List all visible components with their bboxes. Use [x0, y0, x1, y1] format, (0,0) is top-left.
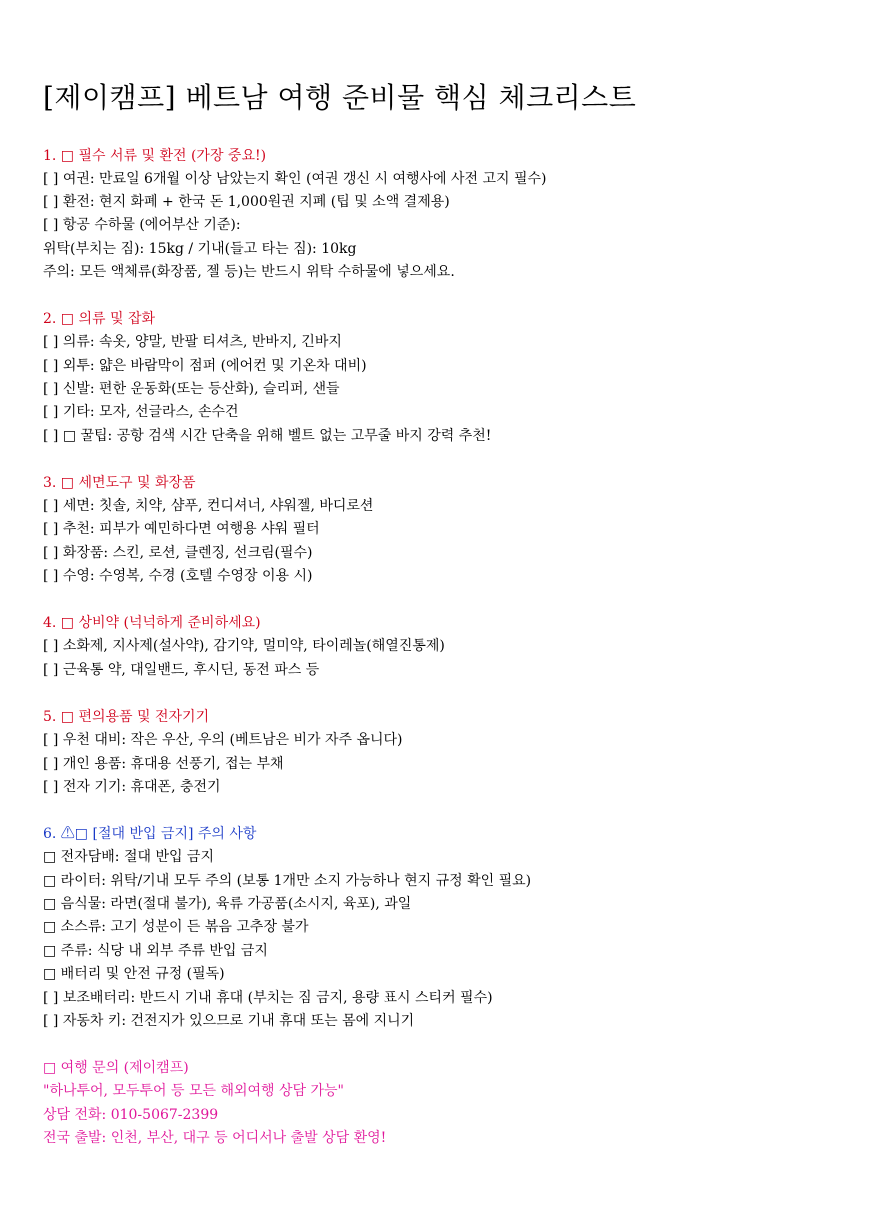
checklist-item: [ ] 근육통 약, 대일밴드, 후시딘, 동전 파스 등: [43, 662, 320, 678]
checklist-item: [ ] 화장품: 스킨, 로션, 클렌징, 선크림(필수): [43, 545, 313, 561]
contact-departure: 전국 출발: 인천, 부산, 대구 등 어디서나 출발 상담 환영!: [43, 1130, 387, 1146]
section-6-heading: 6. ⚠□ [절대 반입 금지] 주의 사항: [43, 826, 257, 842]
checklist-item: [ ] 환전: 현지 화폐 + 한국 돈 1,000원권 지폐 (팁 및 소액 결제용): [43, 194, 450, 210]
checklist-item: [ ] 추천: 피부가 예민하다면 여행용 샤워 필터: [43, 521, 320, 537]
checklist-item: [ ] 개인 용품: 휴대용 선풍기, 접는 부채: [43, 756, 284, 772]
checklist-item: [ ] 수영: 수영복, 수경 (호텔 수영장 이용 시): [43, 568, 313, 584]
warning-item: □ 전자담배: 절대 반입 금지: [43, 849, 214, 865]
checklist-item: [ ] 전자 기기: 휴대폰, 충전기: [43, 779, 221, 795]
warning-item: □ 음식물: 라면(절대 불가), 육류 가공품(소시지, 육포), 과일: [43, 896, 412, 912]
checklist-item: [ ] 소화제, 지사제(설사약), 감기약, 멀미약, 타이레놀(해열진통제): [43, 638, 445, 654]
contact-heading: □ 여행 문의 (제이캠프): [43, 1060, 189, 1076]
section-4-heading: 4. □ 상비약 (넉넉하게 준비하세요): [43, 615, 261, 631]
document-title: [제이캠프] 베트남 여행 준비물 핵심 체크리스트: [43, 81, 637, 114]
section-3-heading: 3. □ 세면도구 및 화장품: [43, 475, 196, 491]
checklist-item: [ ] 우천 대비: 작은 우산, 우의 (베트남은 비가 자주 옵니다): [43, 732, 403, 748]
checklist-item: 주의: 모든 액체류(화장품, 젤 등)는 반드시 위탁 수하물에 넣으세요.: [43, 264, 455, 280]
checklist-item: [ ] 기타: 모자, 선글라스, 손수건: [43, 404, 239, 420]
checklist-item: [ ] □ 꿀팁: 공항 검색 시간 단축을 위해 벨트 없는 고무줄 바지 강력 추천!: [43, 428, 492, 444]
checklist-item: [ ] 여권: 만료일 6개월 이상 남았는지 확인 (여권 갱신 시 여행사에 사전 고지 필수): [43, 171, 547, 187]
checklist-item: [ ] 의류: 속옷, 양말, 반팔 티셔츠, 반바지, 긴바지: [43, 334, 342, 350]
checklist-item: 위탁(부치는 짐): 15kg / 기내(들고 타는 짐): 10kg: [43, 241, 357, 257]
checklist-item: [ ] 세면: 칫솔, 치약, 샴푸, 컨디셔너, 샤워젤, 바디로션: [43, 498, 374, 514]
checklist-item: [ ] 외투: 얇은 바람막이 점퍼 (에어컨 및 기온차 대비): [43, 358, 367, 374]
warning-item: □ 주류: 식당 내 외부 주류 반입 금지: [43, 943, 268, 959]
checklist-item: [ ] 신발: 편한 운동화(또는 등산화), 슬리퍼, 샌들: [43, 381, 340, 397]
warning-item: □ 라이터: 위탁/기내 모두 주의 (보통 1개만 소지 가능하나 현지 규정 확인 필요): [43, 873, 532, 889]
warning-item: □ 배터리 및 안전 규정 (필독): [43, 966, 225, 982]
checklist-item: [ ] 자동차 키: 건전지가 있으므로 기내 휴대 또는 몸에 지니기: [43, 1013, 415, 1029]
contact-tagline: "하나투어, 모두투어 등 모든 해외여행 상담 가능": [43, 1083, 344, 1099]
checklist-item: [ ] 보조배터리: 반드시 기내 휴대 (부치는 짐 금지, 용량 표시 스티커 필수): [43, 990, 493, 1006]
checklist-item: [ ] 항공 수하물 (에어부산 기준):: [43, 217, 241, 233]
section-5-heading: 5. □ 편의용품 및 전자기기: [43, 709, 210, 725]
section-2-heading: 2. □ 의류 및 잡화: [43, 311, 156, 327]
section-1-heading: 1. □ 필수 서류 및 환전 (가장 중요!): [43, 148, 267, 164]
warning-item: □ 소스류: 고기 성분이 든 볶음 고추장 불가: [43, 919, 309, 935]
contact-phone: 상담 전화: 010-5067-2399: [43, 1107, 219, 1123]
